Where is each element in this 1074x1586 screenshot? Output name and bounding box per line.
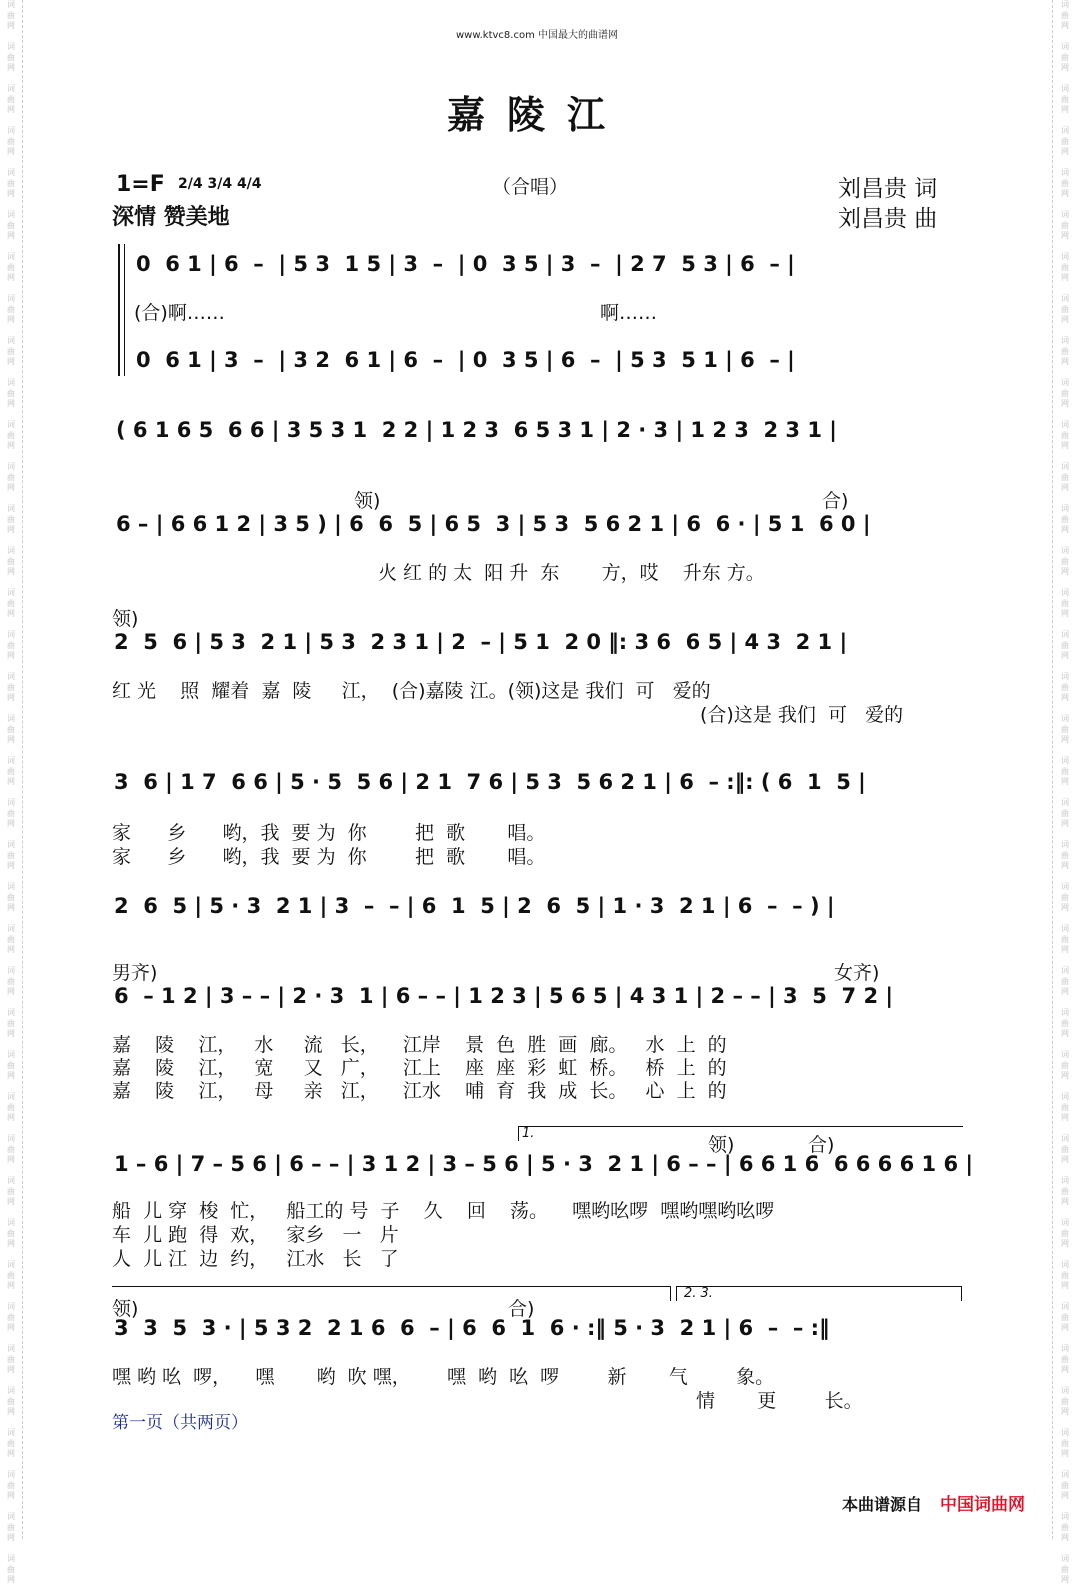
system7-male-marker: 男齐) <box>112 962 158 984</box>
system8-choir-marker: 合) <box>808 1134 835 1156</box>
site-header: www.ktvc8.com 中国最大的曲谱网 <box>455 30 618 41</box>
system9-lyrics-1: 嘿 哟 吆 啰， 嘿 哟 吹 嘿， 嘿 哟 吆 啰 新 气 象。 <box>112 1366 775 1388</box>
system7-lyrics-3: 嘉 陵 江， 母 亲 江， 江水 哺 育 我 成 长。 心 上 的 <box>112 1080 727 1102</box>
system1-lyric-2: 啊…… <box>600 302 658 324</box>
system4-lyrics-2: (合)这是 我们 可 爱的 <box>700 704 904 726</box>
source-credit <box>842 1490 1025 1515</box>
system3-choir-marker: 合) <box>822 490 849 512</box>
key-signature: 1=F <box>116 172 165 197</box>
page-indicator: 第一页（共两页） <box>112 1413 248 1433</box>
system7-lyrics-1: 嘉 陵 江， 水 流 长， 江岸 景 色 胜 画 廊。 水 上 的 <box>112 1034 727 1056</box>
system3-lead-marker: 领) <box>354 490 381 512</box>
left-margin-line <box>22 0 23 1539</box>
system1-lyric-label: (合)啊…… <box>134 302 225 324</box>
system5-lyrics-2: 家 乡 哟，我 要 为 你 把 歌 唱。 <box>112 846 546 868</box>
system8-notes: 1 – 6 | 7 – 5 6 | 6 – – | 3 1 2 | 3 – 5 6 | 5 · 3 2 1 | 6 – – | 6 6 1 6 6 6 6 6 1 6 | <box>114 1152 974 1176</box>
right-margin-line <box>1052 0 1053 1539</box>
left-watermark: 词 曲 网 词 曲 网 词 曲 网 词 曲 网 词 曲 网 词 曲 网 词 曲 网 词 曲 网 词 曲 网 词 曲 网 词 曲 网 词 曲 网 词 曲 网 词 曲 网 词 曲 网 词 曲 网 词 曲 网 词 曲 网 词 曲 网 词 曲 网 词 曲 网 词 曲 网 词 曲 网 词 曲 网 词 曲 网 词 曲 网 词 曲 网 词 曲 网 词 曲 网 词 曲 网 词 曲 网 词 曲 网 词 曲 网 词 曲 网 词 曲 网 词 曲 网 词 曲 网 词 曲 网 <box>7 0 15 1584</box>
system1-lower-notes: 0 6 1 | 3 – | 3 2 6 1 | 6 – | 0 3 5 | 6 – | 5 3 5 1 | 6 – | <box>136 348 795 372</box>
system4-lyrics-1: 红 光 照 耀着 嘉 陵 江， (合)嘉陵 江。(领)这是 我们 可 爱的 <box>112 680 711 702</box>
system2-notes: ( 6 1 6 5 6 6 | 3 5 3 1 2 2 | 1 2 3 6 5 3 1 | 2 · 3 | 1 2 3 2 3 1 | <box>116 418 837 442</box>
system4-lead-marker: 领) <box>112 608 139 630</box>
system7-notes: 6 – 1 2 | 3 – – | 2 · 3 1 | 6 – – | 1 2 3 | 5 6 5 | 4 3 1 | 2 – – | 3 5 7 2 | <box>114 984 894 1008</box>
volta-1-line <box>518 1126 963 1141</box>
volta-1-continuation <box>112 1286 671 1301</box>
volta-23-label: 2. 3. <box>684 1286 713 1301</box>
song-title: 嘉陵江 <box>446 92 627 137</box>
system3-notes: 6 – | 6 6 1 2 | 3 5 ) | 6 6 5 | 6 5 3 | 5 3 5 6 2 1 | 6 6 · | 5 1 6 0 | <box>116 512 871 536</box>
system8-lead-marker: 领) <box>708 1134 735 1156</box>
volta-23-line <box>676 1286 962 1301</box>
expression-mark: 深情 赞美地 <box>112 204 230 230</box>
time-signatures: 2/4 3/4 4/4 <box>178 176 262 192</box>
system1-upper-notes: 0 6 1 | 6 – | 5 3 1 5 | 3 – | 0 3 5 | 3 – | 2 7 5 3 | 6 – | <box>136 252 795 276</box>
system1-brace <box>118 244 120 376</box>
system9-choir-marker: 合) <box>508 1298 535 1320</box>
system9-lyrics-2: 情 更 长。 <box>696 1390 863 1412</box>
source-brand: 中国词曲网 <box>940 1495 1026 1515</box>
system7-lyrics-2: 嘉 陵 江， 宽 又 广， 江上 座 座 彩 虹 桥。 桥 上 的 <box>112 1057 727 1079</box>
system9-lead-marker: 领) <box>112 1298 139 1320</box>
system6-notes: 2 6 5 | 5 · 3 2 1 | 3 – – | 6 1 5 | 2 6 5 | 1 · 3 2 1 | 6 – – ) | <box>114 894 835 918</box>
source-label: 本曲谱源自 <box>842 1495 923 1514</box>
lyricist: 刘昌贵 词 <box>838 176 938 202</box>
system8-lyrics-3: 人 儿 江 边 约， 江水 长 了 <box>112 1248 399 1270</box>
system7-female-marker: 女齐) <box>834 962 880 984</box>
system9-notes: 3 3 5 3 · | 5 3 2 2 1 6 6 – | 6 6 1 6 · :‖ 5 · 3 2 1 | 6 – – :‖ <box>114 1316 830 1340</box>
system8-lyrics-2: 车 儿 跑 得 欢， 家乡 一 片 <box>112 1224 399 1246</box>
volta-1-label: 1. <box>522 1126 535 1141</box>
performance-type: （合唱） <box>492 176 569 198</box>
system5-notes: 3 6 | 1 7 6 6 | 5 · 5 5 6 | 2 1 7 6 | 5 3 5 6 2 1 | 6 – :‖: ( 6 1 5 | <box>114 770 866 794</box>
system1-brace-inner <box>124 244 125 376</box>
system3-lyrics: 火 红 的 太 阳 升 东 方，哎 升东 方。 <box>378 562 765 584</box>
right-watermark: 词 曲 网 词 曲 网 词 曲 网 词 曲 网 词 曲 网 词 曲 网 词 曲 网 词 曲 网 词 曲 网 词 曲 网 词 曲 网 词 曲 网 词 曲 网 词 曲 网 词 曲 网 词 曲 网 词 曲 网 词 曲 网 词 曲 网 词 曲 网 词 曲 网 词 曲 网 词 曲 网 词 曲 网 词 曲 网 词 曲 网 词 曲 网 词 曲 网 词 曲 网 词 曲 网 词 曲 网 词 曲 网 词 曲 网 词 曲 网 词 曲 网 词 曲 网 词 曲 网 词 曲 网 <box>1061 0 1069 1584</box>
system4-notes: 2 5 6 | 5 3 2 1 | 5 3 2 3 1 | 2 – | 5 1 2 0 ‖: 3 6 6 5 | 4 3 2 1 | <box>114 630 848 654</box>
composer: 刘昌贵 曲 <box>838 206 938 232</box>
system5-lyrics-1: 家 乡 哟，我 要 为 你 把 歌 唱。 <box>112 822 546 844</box>
system8-lyrics-1: 船 儿 穿 梭 忙， 船工的 号 子 久 回 荡。 嘿哟吆啰 嘿哟嘿哟吆啰 <box>112 1200 775 1222</box>
